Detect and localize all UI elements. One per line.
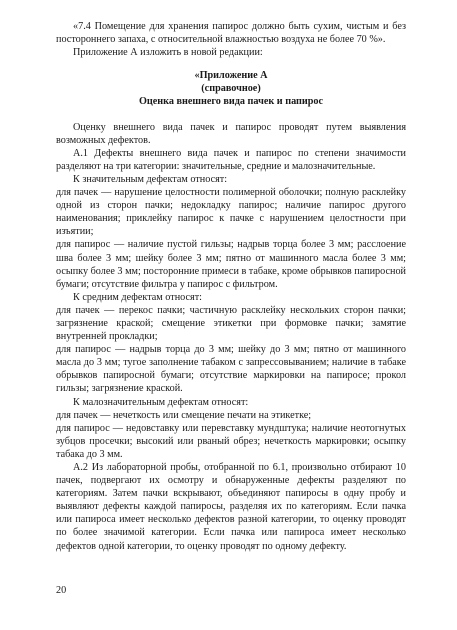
document-page xyxy=(56,20,406,553)
minor-defects-packs: для пачек — нечеткость или смещение печати на этикетке; xyxy=(56,409,312,421)
amendment-instruction: Приложение А изложить в новой редакции: xyxy=(73,47,263,59)
annex-status: (справочное) xyxy=(201,83,261,95)
significant-defects-packs: для пачек — нарушение целостности полимерной оболочки; полную расклейку одной из сторон пачки; недокладку папирос; наличие папирос другого наименования; приклейку папирос к пачке с нарушением целостности при изъятии; xyxy=(56,187,406,238)
spacer xyxy=(56,59,406,69)
medium-defects-label: К средним дефектам относят: xyxy=(73,291,202,303)
minor-defects-label: К малозначительным дефектам относят: xyxy=(73,396,249,408)
annex-heading: Оценка внешнего вида пачек и папирос xyxy=(138,96,324,108)
clause-a1: А.1 Дефекты внешнего вида пачек и папирос по степени значимости разделяют на три категории: значительные, средние и малозначительные. xyxy=(56,147,406,172)
significant-defects-label: К значительным дефектам относят: xyxy=(73,173,228,185)
annex-intro-paragraph: Оценку внешнего вида пачек и папирос проводят путем выявления возможных дефектов. xyxy=(56,121,406,146)
annex-title: «Приложение А xyxy=(194,70,268,82)
spacer xyxy=(56,109,406,121)
medium-defects-packs: для пачек — перекос пачки; частичную расклейку нескольких сторон пачки; загрязнение краской; смещение этикетки при формовке пачки; замятие внутренней прокладки; xyxy=(56,304,406,343)
page-number: 20 xyxy=(56,585,67,596)
amendment-text: «7.4 Помещение для хранения папирос должно быть сухим, чистым и без постороннего запаха, с относительной влажностью воздуха не более 70 %». xyxy=(56,21,406,46)
significant-defects-papirosy: для папирос — наличие пустой гильзы; надрыв торца более 3 мм; расслоение шва более 3 мм; шейку более 3 мм; пятно от машинного масла более 3 мм; осыпку более 3 мм; посторонние примеси в табаке, кроме обрывков папиросной бумаги; отсутствие фильтра у папирос с фильтром. xyxy=(56,239,406,290)
minor-defects-papirosy: для папирос — недовставку или перевставку мундштука; наличие неотогнутых зубцов просечки; высокий или рваный обрез; нечеткость маркировки; осыпку табака до 3 мм. xyxy=(56,422,406,460)
medium-defects-papirosy: для папирос — надрыв торца до 3 мм; шейку до 3 мм; пятно от машинного масла до 3 мм; тугое заполнение табаком с запрессовыванием; наличие в табаке обрывков папиросной бумаги; отсутствие маркировки на папиросе; прокол гильзы; загрязнение краской. xyxy=(56,344,406,395)
clause-a2: А.2 Из лабораторной пробы, отобранной по 6.1, произвольно отбирают 10 пачек, подвергают их осмотру и обнаруженные дефекты разделяют по категориям. Затем пачки вскрывают, объединяют папиросы в одну пробу и выявляют дефекты каждой папиросы, разделяя их по категориям. Если пачка или папироса имеет несколько дефектов разной категории, то оценку проводят по более значимой категории. Если пачка или папироса имеет несколько дефектов одной категории, то оценку проводят по одному дефекту. xyxy=(56,462,406,552)
